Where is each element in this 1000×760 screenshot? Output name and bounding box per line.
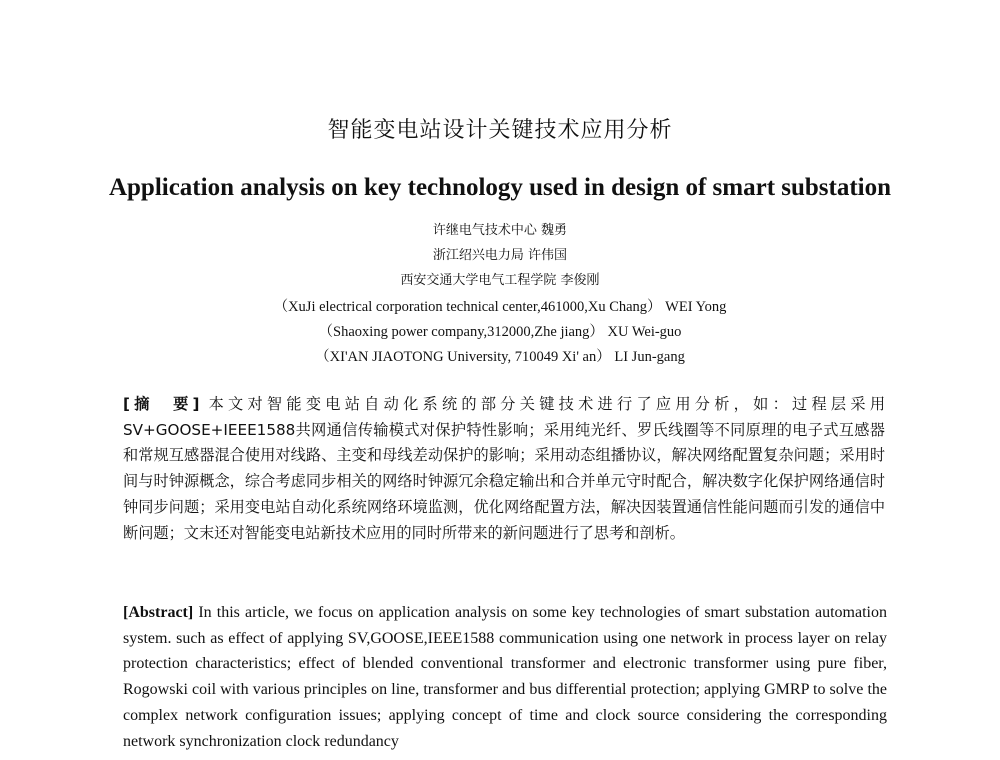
author-line-cn-2: 浙江绍兴电力局 许伟国 <box>432 248 568 263</box>
abstract-english <box>123 600 887 754</box>
abstract-chinese-label: [摘 要] <box>123 395 200 413</box>
author-line-cn-3: 西安交通大学电气工程学院 李俊刚 <box>400 273 600 288</box>
abstract-chinese-text: 本文对智能变电站自动化系统的部分关键技术进行了应用分析，如：过程层采用SV+GOOSE+IEEE1588共网通信传输模式对保护特性影响；采用纯光纤、罗氏线圈等不同原理的电子式互感器和常规互感器混合使用对线路、主变和母线差动保护的影响；采用动态组播协议，解决网络配置复杂问题；采用时间与时钟源概念，综合考虑同步相关的网络时钟源冗余稳定输出和合并单元守时配合，解决数字化保护网络通信时钟同步问题；采用变电站自动化系统网络环境监测，优化网络配置方法，解决因装置通信性能问题而引发的通信中断问题；文末还对智能变电站新技术应用的同时所带来的新问题进行了思考和剖析。 <box>123 395 886 542</box>
title-chinese: 智能变电站设计关键技术应用分析 <box>327 118 673 143</box>
author-line-en-3: （XI'AN JIAOTONG University, 710049 Xi' an） LI Jun-gang <box>315 349 685 365</box>
author-line-en-1: （XuJi electrical corporation technical center,461000,Xu Chang） WEI Yong <box>273 299 727 315</box>
title-english: Application analysis on key technology used in design of smart substation <box>108 174 892 201</box>
abstract-english-text: In this article, we focus on application analysis on some key technologies of smart substation automation system. such as effect of applying SV,GOOSE,IEEE1588 communication using one network in process layer on relay protection characteristics; effect of blended conventional transformer and electronic transformer using pure fiber, Rogowski coil with various principles on line, transformer and bus differential protection; applying GMRP to solve the complex network configuration issues; applying concept of time and clock source considering the corresponding network synchronization clock redundancy <box>123 604 887 750</box>
abstract-chinese <box>123 392 885 546</box>
abstract-english-label: [Abstract] <box>123 604 194 621</box>
author-line-en-2: （Shaoxing power company,312000,Zhe jiang） XU Wei-guo <box>318 324 682 340</box>
author-line-cn-1: 许继电气技术中心 魏勇 <box>432 223 568 238</box>
